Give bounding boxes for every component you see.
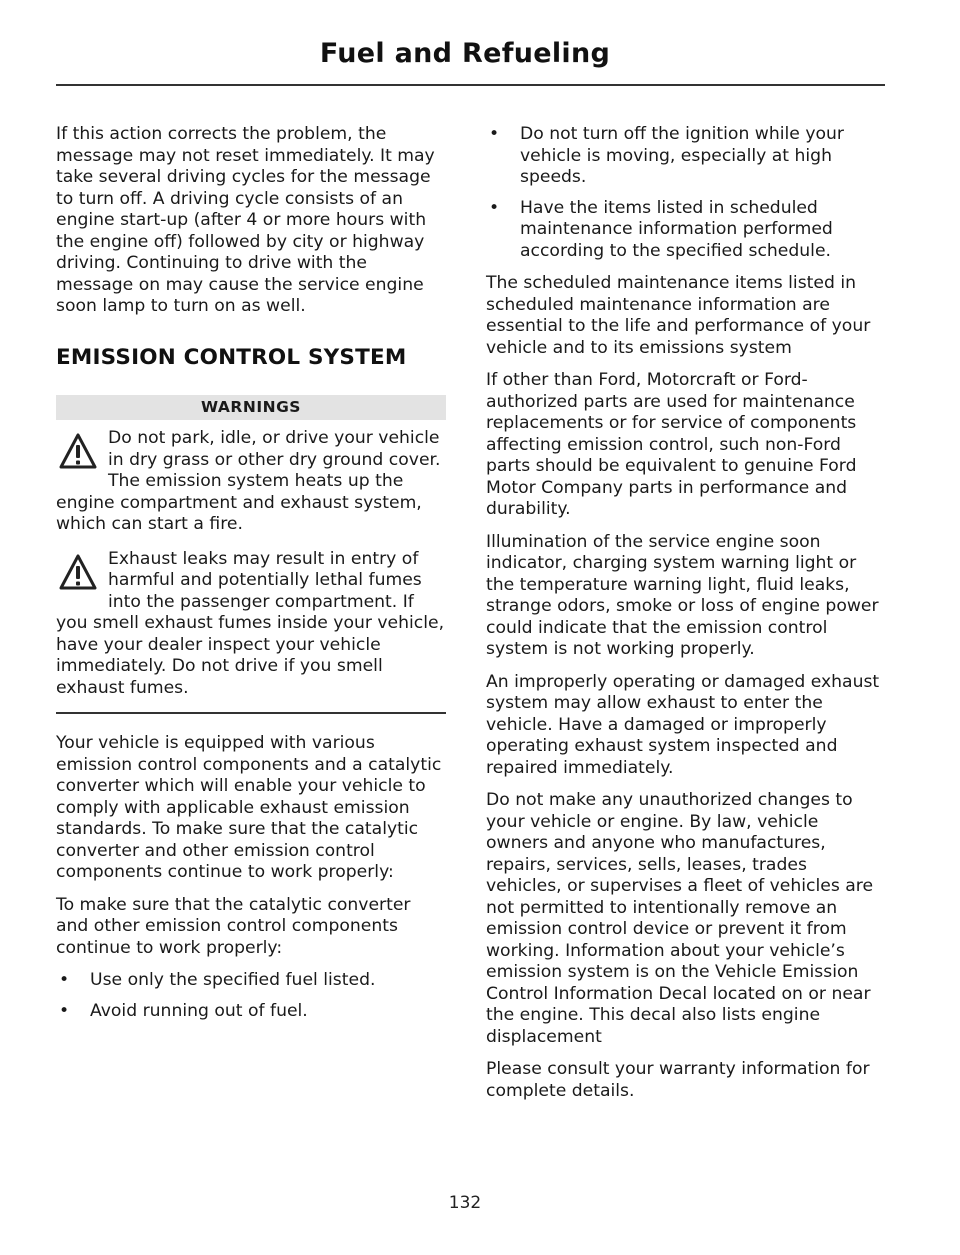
- body-paragraph: The scheduled maintenance items listed in scheduled maintenance information are essential to the life and performance of your vehicle and to its emissions system: [486, 273, 871, 358]
- list-item: [486, 124, 880, 189]
- right-column: [486, 124, 880, 1113]
- bullet-mark: •: [489, 197, 500, 218]
- bullet-mark: •: [489, 124, 500, 144]
- header-divider: [56, 84, 885, 86]
- list-item-text: Avoid running out of fuel.: [90, 1000, 308, 1021]
- body-paragraph: Your vehicle is equipped with various emission control components and a catalytic converter which will enable your vehicle to comply with applicable exhaust emission standards. To make sure that the catalytic converter and other emission control components continue to work properly:: [56, 733, 442, 882]
- warning-triangle-icon: [58, 432, 98, 472]
- page-title: Fuel and Refueling: [319, 38, 611, 69]
- list-item: [486, 198, 880, 263]
- left-column: [56, 124, 446, 1033]
- warning-triangle-icon: [58, 553, 98, 593]
- warning-text: Exhaust leaks may result in entry of harmful and potentially lethal fumes into the passenger compartment. If you smell exhaust fumes inside your vehicle, have your dealer inspect your vehicle immediately. Do not drive if you smell exhaust fumes.: [56, 548, 445, 698]
- warning-item: [56, 428, 446, 536]
- bullet-mark: •: [59, 970, 70, 990]
- list-item-text: Have the items listed in scheduled maintenance information performed according to the specified schedule.: [520, 197, 833, 261]
- body-paragraph: An improperly operating or damaged exhaust system may allow exhaust to enter the vehicle. Have a damaged or improperly operating exhaust system inspected and repaired immediately.: [486, 671, 880, 778]
- bullet-list: [56, 970, 446, 1022]
- warnings-end-divider: [56, 712, 446, 714]
- warning-text: Do not park, idle, or drive your vehicle in dry grass or other dry ground cover. The emission system heats up the engine compartment and exhaust system, which can start a fire.: [56, 428, 441, 534]
- body-paragraph: Do not make any unauthorized changes to your vehicle or engine. By law, vehicle owners and anyone who manufactures, repairs, services, sells, leases, trades vehicles, or supervises a fleet of vehicles are not permitted to intentionally remove an emission control device or prevent it from working. Information about your vehicle’s emission system is on the Vehicle Emission Control Information Decal located on or near the engine. This decal also lists engine displacement: [486, 790, 874, 1047]
- list-item-text: Use only the specified fuel listed.: [90, 970, 376, 990]
- body-paragraph: Please consult your warranty information for complete details.: [486, 1059, 870, 1101]
- section-heading: EMISSION CONTROL SYSTEM: [56, 344, 407, 370]
- list-item: [56, 970, 446, 992]
- body-paragraph: If other than Ford, Motorcraft or Ford-authorized parts are used for maintenance replacements or for service of components affecting emission control, such non-Ford parts should be equivalent to genuine Ford Motor Company parts in performance and durability.: [486, 370, 857, 519]
- page-number: 132: [448, 1193, 482, 1213]
- bullet-list: [486, 124, 880, 262]
- body-paragraph: To make sure that the catalytic converter and other emission control components continue to work properly:: [56, 894, 411, 958]
- list-item: [56, 1001, 446, 1023]
- list-item-text: Do not turn off the ignition while your vehicle is moving, especially at high speeds.: [520, 124, 844, 187]
- warnings-banner: WARNINGS: [56, 395, 446, 420]
- bullet-mark: •: [59, 1000, 70, 1021]
- warning-item: [56, 549, 446, 700]
- intro-paragraph: If this action corrects the problem, the message may not reset immediately. It may take several driving cycles for the message to turn off. A driving cycle consists of an engine start-up (after 4 or more hours with the engine off) followed by city or highway driving. Continuing to drive with the message on may cause the service engine soon lamp to turn on as well.: [56, 124, 435, 316]
- body-paragraph: Illumination of the service engine soon indicator, charging system warning light or the temperature warning light, fluid leaks, strange odors, smoke or loss of engine power could indicate that the emission control system is not working properly.: [486, 531, 879, 659]
